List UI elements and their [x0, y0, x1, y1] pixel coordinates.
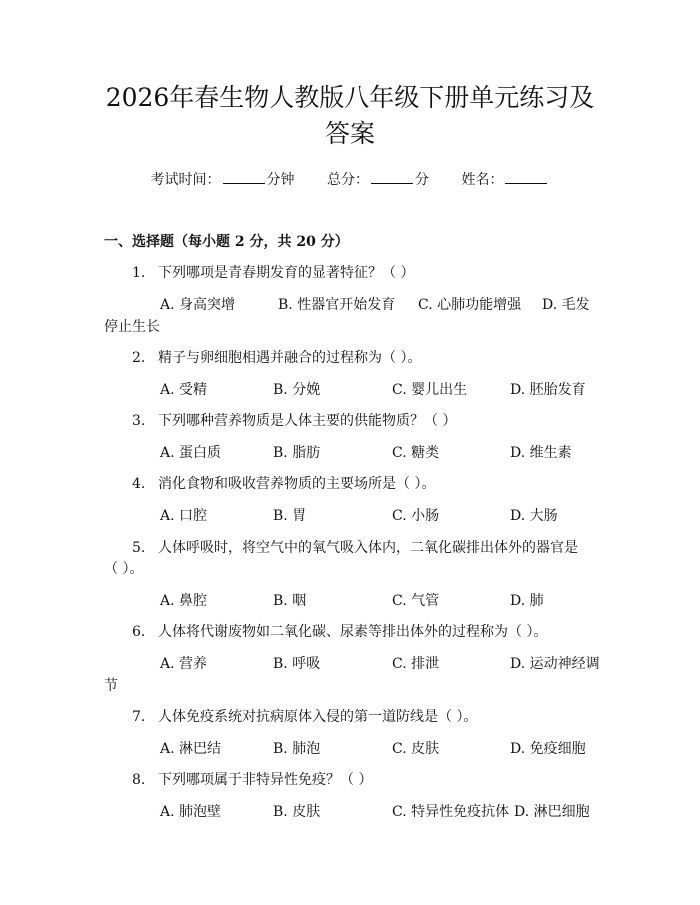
option-d[interactable]: D. 免疫细胞 — [510, 741, 586, 757]
name-label: 姓名： — [461, 172, 504, 188]
question-4 — [132, 473, 435, 493]
option-b[interactable]: B. 咽 — [273, 593, 307, 609]
option-d-continuation: 节 — [104, 678, 118, 694]
option-c[interactable]: C. 小肠 — [392, 508, 440, 524]
question-text: 下列哪种营养物质是人体主要的供能物质？（ ） — [158, 413, 457, 429]
option-d[interactable]: D. 肺 — [510, 593, 544, 609]
title-line-2: 答案 — [324, 119, 375, 148]
score-unit: 分 — [415, 172, 429, 188]
option-a[interactable]: A. 蛋白质 — [160, 445, 222, 461]
option-b[interactable]: B. 性器官开始发育 — [278, 297, 396, 313]
time-blank[interactable] — [223, 171, 265, 184]
section-heading: 一、选择题（每小题 2 分，共 20 分） — [104, 234, 349, 250]
page-title — [40, 80, 660, 152]
option-b[interactable]: B. 肺泡 — [273, 741, 321, 757]
option-b[interactable]: B. 胃 — [273, 508, 307, 524]
option-a[interactable]: A. 营养 — [160, 656, 208, 672]
option-a[interactable]: A. 淋巴结 — [160, 741, 222, 757]
option-c[interactable]: C. 排泄 — [392, 656, 440, 672]
time-unit: 分钟 — [266, 172, 295, 188]
question-text: 精子与卵细胞相遇并融合的过程称为（ ）。 — [158, 350, 422, 366]
question-8 — [132, 769, 372, 789]
question-number: 5. — [132, 540, 146, 556]
question-number: 8. — [132, 772, 146, 788]
question-text: 下列哪项是青春期发育的显著特征？（ ） — [158, 265, 415, 281]
option-d[interactable]: D. 大肠 — [510, 508, 558, 524]
question-text: 人体免疫系统对抗病原体入侵的第一道防线是（ ）。 — [158, 709, 478, 725]
question-text: 消化食物和吸收营养物质的主要场所是（ ）。 — [158, 476, 436, 492]
option-a[interactable]: A. 口腔 — [160, 508, 208, 524]
option-d[interactable]: D. 运动神经调 — [510, 656, 600, 672]
score-blank[interactable] — [371, 171, 413, 184]
question-number: 4. — [132, 476, 146, 492]
question-6 — [132, 621, 547, 641]
option-a[interactable]: A. 肺泡壁 — [160, 804, 222, 820]
question-5-continuation: （ ）。 — [104, 561, 144, 577]
option-d-continuation: 停止生长 — [104, 319, 160, 335]
question-number: 1. — [132, 265, 146, 281]
option-a[interactable]: A. 鼻腔 — [160, 593, 208, 609]
question-7 — [132, 706, 477, 726]
option-a[interactable]: A. 身高突增 — [160, 297, 236, 313]
question-5 — [132, 537, 578, 557]
option-b[interactable]: B. 呼吸 — [273, 656, 321, 672]
option-d[interactable]: D. 淋巴细胞 — [514, 804, 590, 820]
question-2 — [132, 347, 421, 367]
time-label: 考试时间： — [150, 172, 221, 188]
option-d[interactable]: D. 毛发 — [542, 297, 590, 313]
question-text: 人体呼吸时，将空气中的氧气吸入体内，二氧化碳排出体外的器官是 — [158, 540, 578, 556]
question-number: 6. — [132, 624, 146, 640]
question-3 — [132, 410, 456, 430]
name-blank[interactable] — [505, 171, 547, 184]
option-c[interactable]: C. 心肺功能增强 — [418, 297, 522, 313]
question-text: 人体将代谢废物如二氧化碳、尿素等排出体外的过程称为（ ）。 — [158, 624, 548, 640]
score-label: 总分： — [327, 172, 369, 188]
question-1 — [132, 262, 414, 282]
option-d[interactable]: D. 维生素 — [510, 445, 572, 461]
option-a[interactable]: A. 受精 — [160, 382, 208, 398]
title-line-1: 2026年春生物人教版八年级下册单元练习及 — [105, 83, 595, 112]
question-number: 7. — [132, 709, 146, 725]
question-text: 下列哪项属于非特异性免疫？（ ） — [158, 772, 373, 788]
option-b[interactable]: B. 脂肪 — [273, 445, 321, 461]
option-b[interactable]: B. 分娩 — [273, 382, 321, 398]
question-number: 3. — [132, 413, 146, 429]
option-b[interactable]: B. 皮肤 — [273, 804, 321, 820]
exam-meta — [0, 169, 700, 189]
option-c[interactable]: C. 皮肤 — [392, 741, 440, 757]
option-c[interactable]: C. 糖类 — [392, 445, 440, 461]
option-c[interactable]: C. 婴儿出生 — [392, 382, 468, 398]
option-d[interactable]: D. 胚胎发育 — [510, 382, 586, 398]
question-number: 2. — [132, 350, 146, 366]
option-c[interactable]: C. 气管 — [392, 593, 440, 609]
option-c[interactable]: C. 特异性免疫抗体 — [392, 804, 510, 820]
